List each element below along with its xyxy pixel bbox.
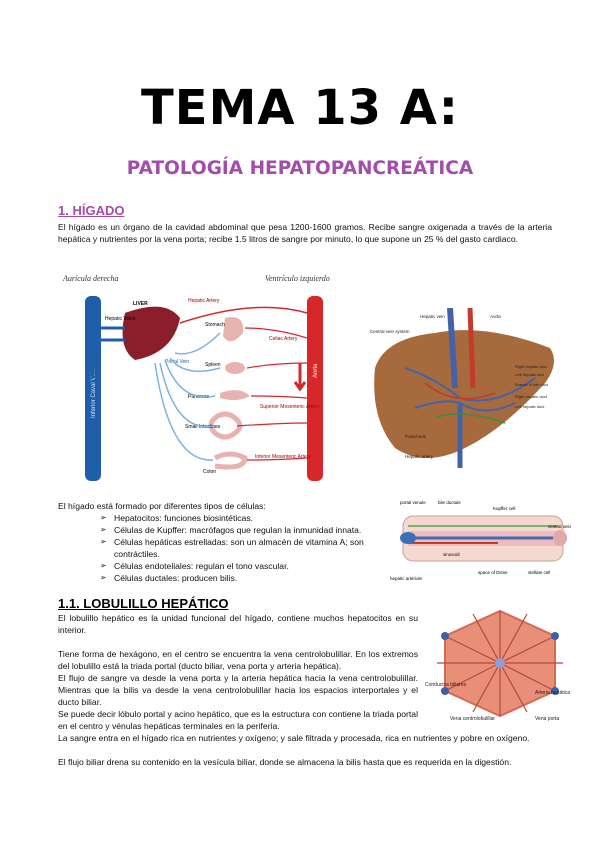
figure2-label-left-hepatic-vein: Left hepatic vein xyxy=(515,372,545,377)
sinusoid-diagram xyxy=(388,496,578,584)
figure1-label-inferior-mesenteric: Inferior Mesenteric Artery xyxy=(255,454,311,460)
list-item: ➢ Células ductales: producen bilis. xyxy=(100,572,380,584)
figure4-label-vena-centro: Vena centrolobulillar xyxy=(450,716,496,722)
figure3-label-central-vein: central vein xyxy=(548,524,572,529)
lobulillo-paragraph-5: La sangre entra en el hígado rica en nutrientes y oxígeno; y sale filtrada y procesada, rica en nutrientes y pobre en oxígeno. xyxy=(58,733,530,743)
figure1-label-liver: LIVER xyxy=(133,301,148,307)
figure1-label-aorta: Aorta xyxy=(313,363,319,378)
figure1-right-label: Ventrículo izquierdo xyxy=(265,274,330,283)
figure1-label-hepatic-veins: Hepatic Veins xyxy=(105,316,136,322)
figure3-label-sinusoid: sinusoid xyxy=(443,552,460,557)
central-vein xyxy=(553,530,567,546)
list-item: ➢ Hepatocitos: funciones biosintéticas. xyxy=(100,512,380,524)
figure2-label-right-hepatic-vein: Right hepatic vein xyxy=(515,364,547,369)
figure2-label-branch-bile-duct: Branch of bile duct xyxy=(515,382,549,387)
spleen-shape xyxy=(225,362,245,374)
figure2-label-aorta: Aorta xyxy=(490,314,501,319)
lobulillo-paragraph-2: Tiene forma de hexágono, en el centro se encuentra la vena centrolobulillar. En los extremos del lobulillo está la triada portal (ducto biliar, vena porta y arteria hepática). xyxy=(58,649,418,671)
figure3-label-bile-ductule: bile ductule xyxy=(438,500,461,505)
figure3-label-kupffer: Kupffer cell xyxy=(493,506,516,511)
portal-venule xyxy=(400,532,416,544)
central-vein-dot xyxy=(495,658,505,668)
page-title: TEMA 13 A: xyxy=(141,80,459,136)
figure1-label-celiac: Celiac Artery xyxy=(269,336,298,342)
section-heading-lobulillo: 1.1. LOBULILLO HEPÁTICO xyxy=(58,596,229,611)
figure1-label-cava: Inferior Caval Vein xyxy=(91,368,97,418)
figure1-label-portal-vein: Portal Vein xyxy=(165,359,190,365)
figure3-label-hepatic-arteriole: hepatic arteriole xyxy=(390,576,423,581)
figure3-label-portal-venule: portal venule xyxy=(400,500,426,505)
figure1-label-hepatic-artery: Hepatic Artery xyxy=(188,298,220,304)
figure1-left-label: Aurícula derecha xyxy=(63,274,119,283)
cells-intro: El hígado está formado por diferentes tipos de células: xyxy=(58,501,266,511)
list-item: ➢ Células de Kupffer: macrófagos que regulan la inmunidad innata. xyxy=(100,524,380,536)
figure2-label-central-vein-system: Central vein system xyxy=(370,329,410,334)
figure2-label-left-hepatic-duct: Left hepatic duct xyxy=(515,404,545,409)
intro-paragraph: El hígado es un órgano de la cavidad abdominal que pesa 1200-1600 gramos. Recibe sangre oxigenada a través de la arteria hepática y nutrientes por la vena porta; recibe 1.5 litros de sangre por minuto, lo que supone un 25 % del gasto cardiaco. xyxy=(58,222,552,244)
figure1-label-stomach: Stomach xyxy=(205,322,225,328)
liver-circulation-diagram xyxy=(55,268,350,486)
lobulillo-paragraph-6: El flujo biliar drena su contenido en la vesícula biliar, donde se almacena la bilis hasta que es requerida en la digestión. xyxy=(58,757,512,767)
list-item: ➢ Células endoteliales: regulan el tono vascular. xyxy=(100,560,380,572)
page-subtitle: PATOLOGÍA HEPATOPANCREÁTICA xyxy=(126,158,474,179)
figure1-label-pancreas: Pancreas xyxy=(188,394,210,400)
figure4-label-arteria: Arteria hepática xyxy=(535,690,571,696)
figure3-label-space-disse: space of Disse xyxy=(478,570,508,575)
lobulillo-paragraph-4: Se puede decir lóbulo portal y acino hepático, que es la estructura con contiene la triada portal en el centro y vénulas hepáticas terminales en la periferia. xyxy=(58,709,418,731)
hepatic-lobule-illustration xyxy=(425,606,575,726)
figure1-label-superior-mesenteric: Superior Mesenteric Artery xyxy=(260,404,320,410)
figure1-label-small-intestines: Small Intestines xyxy=(185,424,221,430)
list-item: ➢ Células hepáticas estrelladas: son un almacén de vitamina A; son contráctiles. xyxy=(100,536,380,560)
figure2-label-right-hepatic-duct: Right hepatic duct xyxy=(515,394,548,399)
figure4-label-vena-porta: Vena porta xyxy=(535,716,560,722)
figure2-label-hepatic-artery: Hepatic artery xyxy=(405,454,434,459)
figure2-label-hepatic-vein: Hepatic vein xyxy=(420,314,445,319)
figure1-label-colon: Colon xyxy=(203,469,217,475)
lobulillo-paragraph-1: El lobulillo hepático es la unidad funcional del hígado, contiene muchos hepatocitos en su interior. xyxy=(58,613,418,635)
lobulillo-paragraph-3: El flujo de sangre va desde la vena porta y la arteria hepática hacia la vena centrolobulillar. Mientras que la bilis va desde la vena centrolobulillar hacia los espacios interportales y el ducto biliar. xyxy=(58,673,418,707)
figure3-label-stellate: stellate cell xyxy=(528,570,551,575)
liver-anatomy-illustration xyxy=(365,308,565,474)
figure2-label-portal-vein: Portal vein xyxy=(405,434,427,439)
section-heading-higado: 1. HÍGADO xyxy=(58,203,125,218)
cell-types-list xyxy=(60,512,380,584)
figure4-label-conductos: Conductos biliares xyxy=(425,682,467,688)
figure1-label-spleen: Spleen xyxy=(205,362,221,368)
